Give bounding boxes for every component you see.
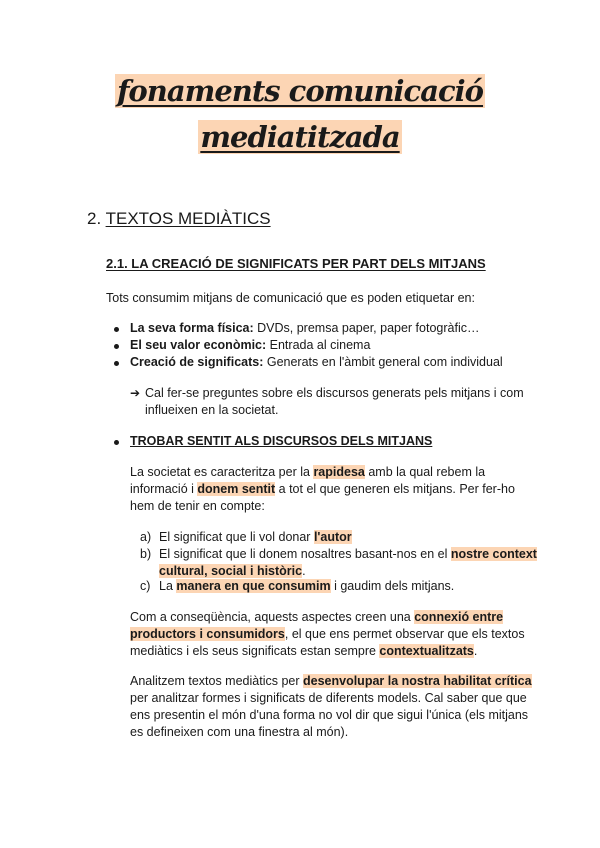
list-item-consumim: La manera en que consumim i gaudim dels mitjans. [159, 579, 455, 593]
para1-line-2: informació i donem sentit a tot el que generen els mitjans. Per fer-ho [130, 482, 515, 496]
heading-creacio-significats: 2.1. LA CREACIÓ DE SIGNIFICATS PER PART DELS MITJANS [106, 256, 486, 271]
bullet-forma-fisica: La seva forma física: DVDs, premsa paper, paper fotogràfic… [130, 321, 480, 335]
bullet-dot [114, 440, 119, 445]
bullet-creacio-significats: Creació de significats: Generats en l'àmbit general com individual [130, 355, 503, 369]
para3-line-4: es defineixen com una finestra al món). [130, 725, 349, 739]
list-item-context: El significat que li donem nosaltres basant-nos en el nostre context [159, 547, 537, 561]
arrow-note-line-2: influeixen en la societat. [145, 403, 279, 417]
arrow-note-line-1: Cal fer-se preguntes sobre els discursos generats pels mitjans i com [145, 386, 524, 400]
para2-line-1: Com a conseqüència, aquests aspectes creen una connexió entre [130, 610, 504, 624]
intro-text: Tots consumim mitjans de comunicació que es poden etiquetar en: [106, 291, 475, 305]
para2-line-3: mediàtics i els seus significats estan sempre contextualitzats. [130, 644, 478, 658]
bullet-dot [114, 344, 119, 349]
list-marker: a) [140, 530, 152, 544]
list-item-autor: El significat que li vol donar l'autor [159, 530, 352, 544]
para2-line-2: productors i consumidors, el que ens permet observar que els textos [130, 627, 525, 641]
para3-line-2: per analitzar formes i significats de diferents models. Cal saber que que [130, 691, 527, 705]
para1-line-1: La societat es caracteritza per la rapidesa amb la qual rebem la [130, 465, 486, 479]
para3-line-1: Analitzem textos mediàtics per desenvolupar la nostra habilitat crítica [130, 674, 532, 688]
list-item-context-cont: cultural, social i històric. [159, 564, 306, 578]
title-line-2: mediatitzada [200, 120, 400, 154]
bullet-valor-economic: El seu valor econòmic: Entrada al cinema [130, 338, 371, 352]
section-trobar-sentit: TROBAR SENTIT ALS DISCURSOS DELS MITJANS [130, 434, 433, 448]
arrow-icon: ➔ [130, 386, 141, 400]
para1-line-3: hem de tenir en compte: [130, 499, 265, 513]
heading-textos-mediatics: 2. TEXTOS MEDIÀTICS [87, 209, 271, 228]
list-marker: b) [140, 547, 152, 561]
bullet-dot [114, 361, 119, 366]
bullet-dot [114, 327, 119, 332]
list-marker: c) [140, 579, 151, 593]
para3-line-3: ens presentin el món d'una forma no vol dir que sigui l'única (els mitjans [130, 708, 529, 722]
title-line-1: fonaments comunicació [116, 74, 484, 108]
